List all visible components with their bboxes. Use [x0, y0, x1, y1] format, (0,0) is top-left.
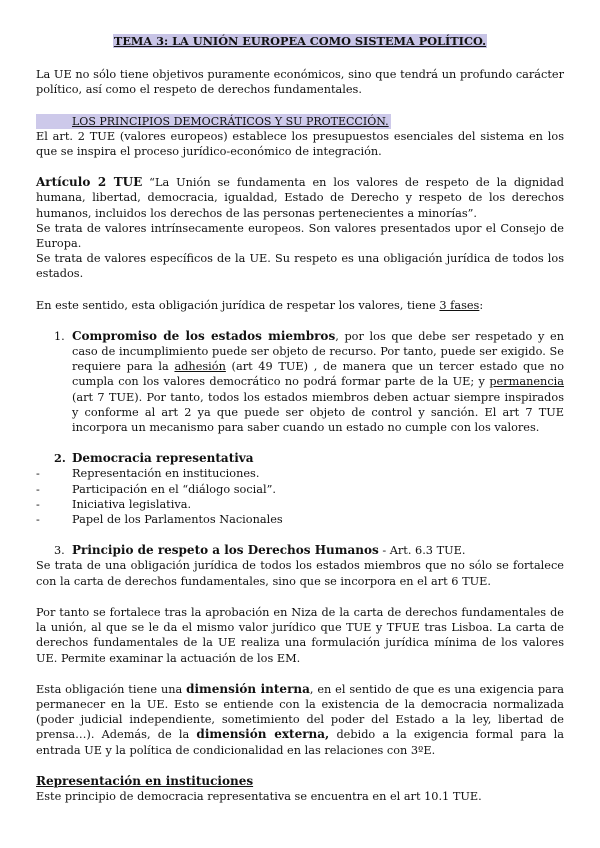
article2-note-1: Se trata de valores intrínsecamente europeos. Son valores presentados upor el Consejo de Europa.: [36, 221, 564, 251]
bullet-item: - Iniciativa legislativa.: [36, 497, 564, 512]
section2-heading: Representación en instituciones: [36, 773, 254, 788]
section1-heading: LOS PRINCIPIOS DEMOCRÁTICOS Y SU PROTECCIÓN.: [36, 114, 391, 129]
list-item-3: 3. Principio de respeto a los Derechos Humanos - Art. 6.3 TUE.: [54, 543, 466, 558]
section2-paragraph: Este principio de democracia representativa se encuentra en el art 10.1 TUE.: [36, 789, 482, 803]
list-item-1: 1. Compromiso de los estados miembros, por los que debe ser respetado y en caso de incumplimiento puede ser objeto de recurso. Por tanto, puede ser exigido. Se requiere para la adhesión (art 49 TUE) , de manera que un tercer estado que no cumpla con los valores democrático no podrá formar parte de la UE; y permanencia (art 7 TUE). Por tanto, todos los estados miembros deben actuar siempre inspirados y conforme al art 2 ya que puede ser objeto de control y sanción. El art 7 TUE incorpora un mecanismo para saber cuando un estado no cumple con los valores.: [54, 328, 565, 435]
document-page: [36, 34, 564, 804]
article2-note-2: Se trata de valores específicos de la UE. Su respeto es una obligación jurídica de todos los estados.: [36, 252, 564, 281]
section1-paragraph: El art. 2 TUE (valores europeos) establece los presupuestos esenciales del sistema en los que se inspira el proceso jurídico-económico de integración.: [36, 129, 564, 159]
bullet-item: - Representación en instituciones.: [36, 466, 564, 481]
intro-paragraph: La UE no sólo tiene objetivos puramente económicos, sino que tendrá un profundo carácter político, así como el respeto de derechos fundamentales.: [36, 68, 564, 97]
external-dimension: dimensión externa,: [196, 727, 330, 742]
list-number-3: 3.: [54, 544, 65, 558]
article2-label: Artículo 2 TUE: [36, 175, 143, 190]
bullet-item: - Papel de los Parlamentos Nacionales: [36, 512, 564, 527]
phases-intro: En este sentido, esta obligación jurídica de respetar los valores, tiene 3 fases:: [36, 298, 484, 312]
internal-dimension: dimensión interna: [186, 681, 310, 696]
permanencia-term: permanencia: [489, 375, 564, 389]
obligation-paragraph: Se trata de una obligación jurídica de todos los estados miembros que no sólo se fortalece con la carta de derechos fundamentales, sino que se incorpora en el art 6 TUE.: [36, 559, 564, 588]
adhesion-term: adhesión: [174, 360, 226, 374]
list-number-1: 1.: [54, 329, 65, 343]
bullet-item: - Participación en el “diálogo social”.: [36, 482, 564, 497]
list-item-2-title: Democracia representativa: [72, 451, 254, 466]
phases-count: 3 fases: [439, 298, 480, 312]
dimension-paragraph: Esta obligación tiene una dimensión interna, en el sentido de que es una exigencia para permanecer en la UE. Esto se entiende con la existencia de la democracia normalizada (poder judicial independiente, sometimiento del poder del Estado a la ley, libertad de prensa…). Además, de la dimensión externa, debido a la exigencia formal para la entrada UE y la política de condicionalidad en las relaciones con 3ºE.: [36, 681, 564, 757]
democracy-bullets: [36, 466, 564, 527]
list-number-2: 2.: [54, 451, 66, 466]
niza-paragraph: Por tanto se fortalece tras la aprobación en Niza de la carta de derechos fundamentales de la unión, al que se le da el mismo valor jurídico que TUE y TFUE tras Lisboa. La carta de derechos fundamentales de la UE realiza una formulación jurídica mínima de los valores UE. Permite examinar la actuación de los EM.: [36, 605, 564, 665]
list-item-3-title: Principio de respeto a los Derechos Humanos: [72, 543, 379, 558]
list-item-1-title: Compromiso de los estados miembros: [72, 328, 336, 343]
section1-heading-row: [36, 114, 564, 129]
document-title: TEMA 3: LA UNIÓN EUROPEA COMO SISTEMA POLÍTICO.: [113, 34, 487, 48]
article2-quote: Artículo 2 TUE “La Unión se fundamenta en los valores de respeto de la dignidad humana, libertad, democracia, igualdad, Estado de Derecho y respeto de los derechos humanos, incluidos los derechos de las personas pertenecientes a minorías”.: [36, 175, 565, 220]
list-item-2: [36, 451, 564, 466]
